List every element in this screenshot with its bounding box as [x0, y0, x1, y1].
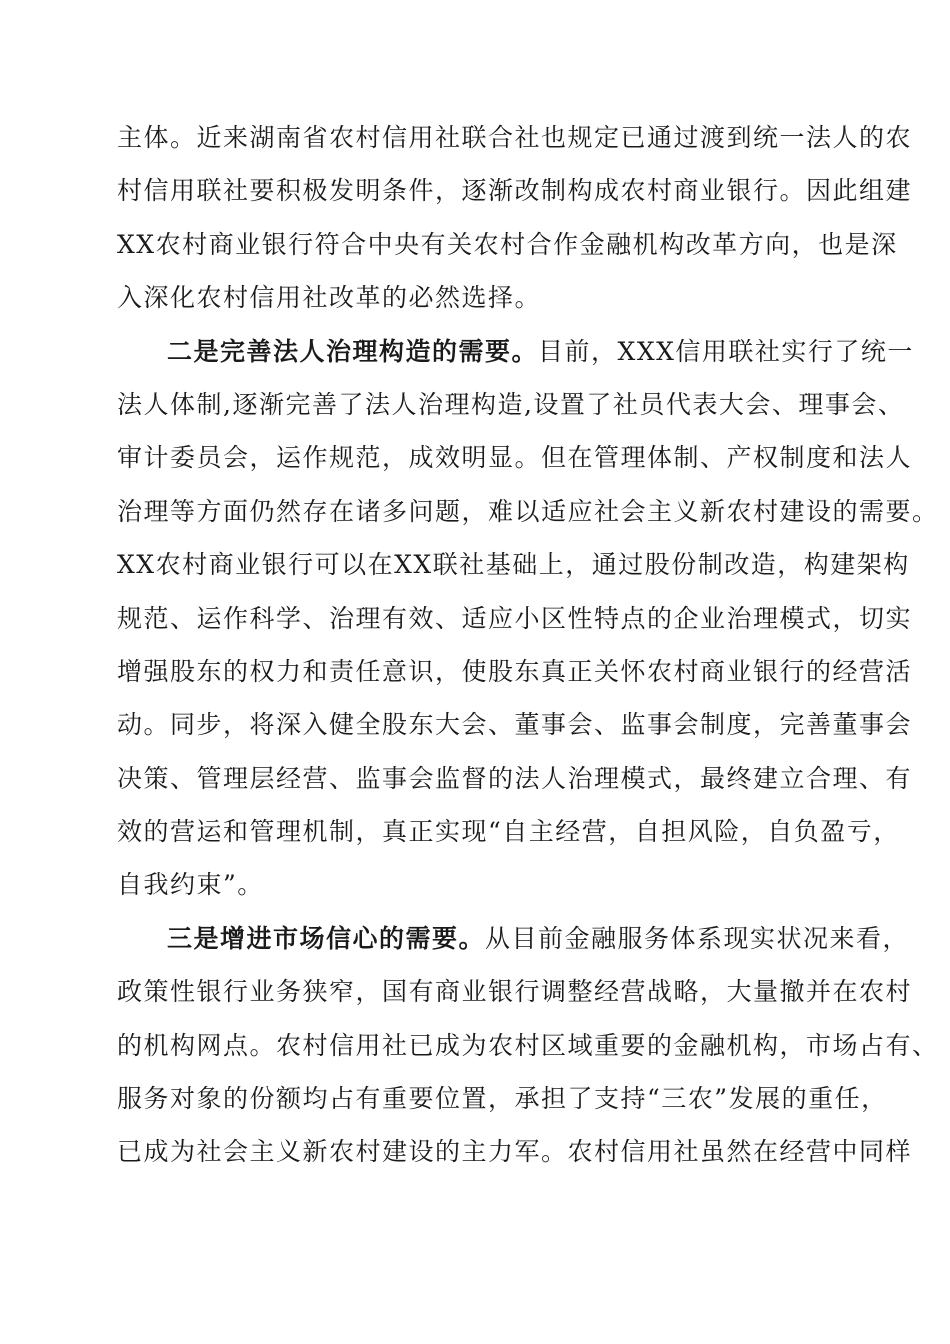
text-line: 治理等方面仍然存在诸多问题，难以适应社会主义新农村建设的需要。 [117, 496, 939, 526]
text-line: 自我约束”。 [117, 870, 264, 900]
document-body [117, 120, 939, 1188]
text-span: 目前，XXX信用联社实行了统一 [538, 336, 914, 366]
paragraph-first-line [117, 921, 910, 974]
paragraph-heading: 二是完善法人治理构造的需要。 [167, 336, 539, 366]
text-line: 动。同步，将深入健全股东大会、董事会、监事会制度，完善董事会 [117, 710, 913, 740]
text-line: 已成为社会主义新农村建设的主力军。农村信用社虽然在经营中同样 [117, 1137, 913, 1167]
text-span: 从目前金融服务体系现实状况来看， [485, 923, 910, 953]
text-line: 规范、运作科学、治理有效、适应小区性特点的企业治理模式，切实 [117, 603, 913, 633]
text-line: 服务对象的份额均占有重要位置，承担了支持“三农”发展的重任， [117, 1084, 888, 1114]
text-line: 主体。近来湖南省农村信用社联合社也规定已通过渡到统一法人的农 [117, 123, 913, 152]
text-line: 效的营运和管理机制，真正实现“自主经营，自担风险，自负盈亏， [117, 817, 900, 847]
paragraph-heading: 三是增进市场信心的需要。 [167, 923, 486, 953]
text-line: 入深化农村信用社改革的必然选择。 [117, 283, 542, 313]
text-line: XX农村商业银行可以在XX联社基础上，通过股份制改造，构建架构 [117, 550, 910, 580]
text-line: 村信用联社要积极发明条件，逐渐改制构成农村商业银行。因此组建 [117, 176, 913, 206]
text-line: 的机构网点。农村信用社已成为农村区域重要的金融机构，市场占有、 [117, 1030, 939, 1060]
text-line: 审计委员会，运作规范，成效明显。但在管理体制、产权制度和法人 [117, 443, 913, 473]
text-line: 政策性银行业务狭窄，国有商业银行调整经营战略，大量撤并在农村 [117, 977, 913, 1007]
text-line: 决策、管理层经营、监事会监督的法人治理模式，最终建立合理、有 [117, 763, 913, 793]
text-line: 法人体制,逐渐完善了法人治理构造,设置了社员代表大会、理事会、 [117, 389, 905, 419]
text-line: 增强股东的权力和责任意识，使股东真正关怀农村商业银行的经营活 [117, 656, 913, 686]
paragraph-first-line [117, 334, 914, 387]
text-line: XX农村商业银行符合中央有关农村合作金融机构改革方向，也是深 [117, 229, 898, 259]
